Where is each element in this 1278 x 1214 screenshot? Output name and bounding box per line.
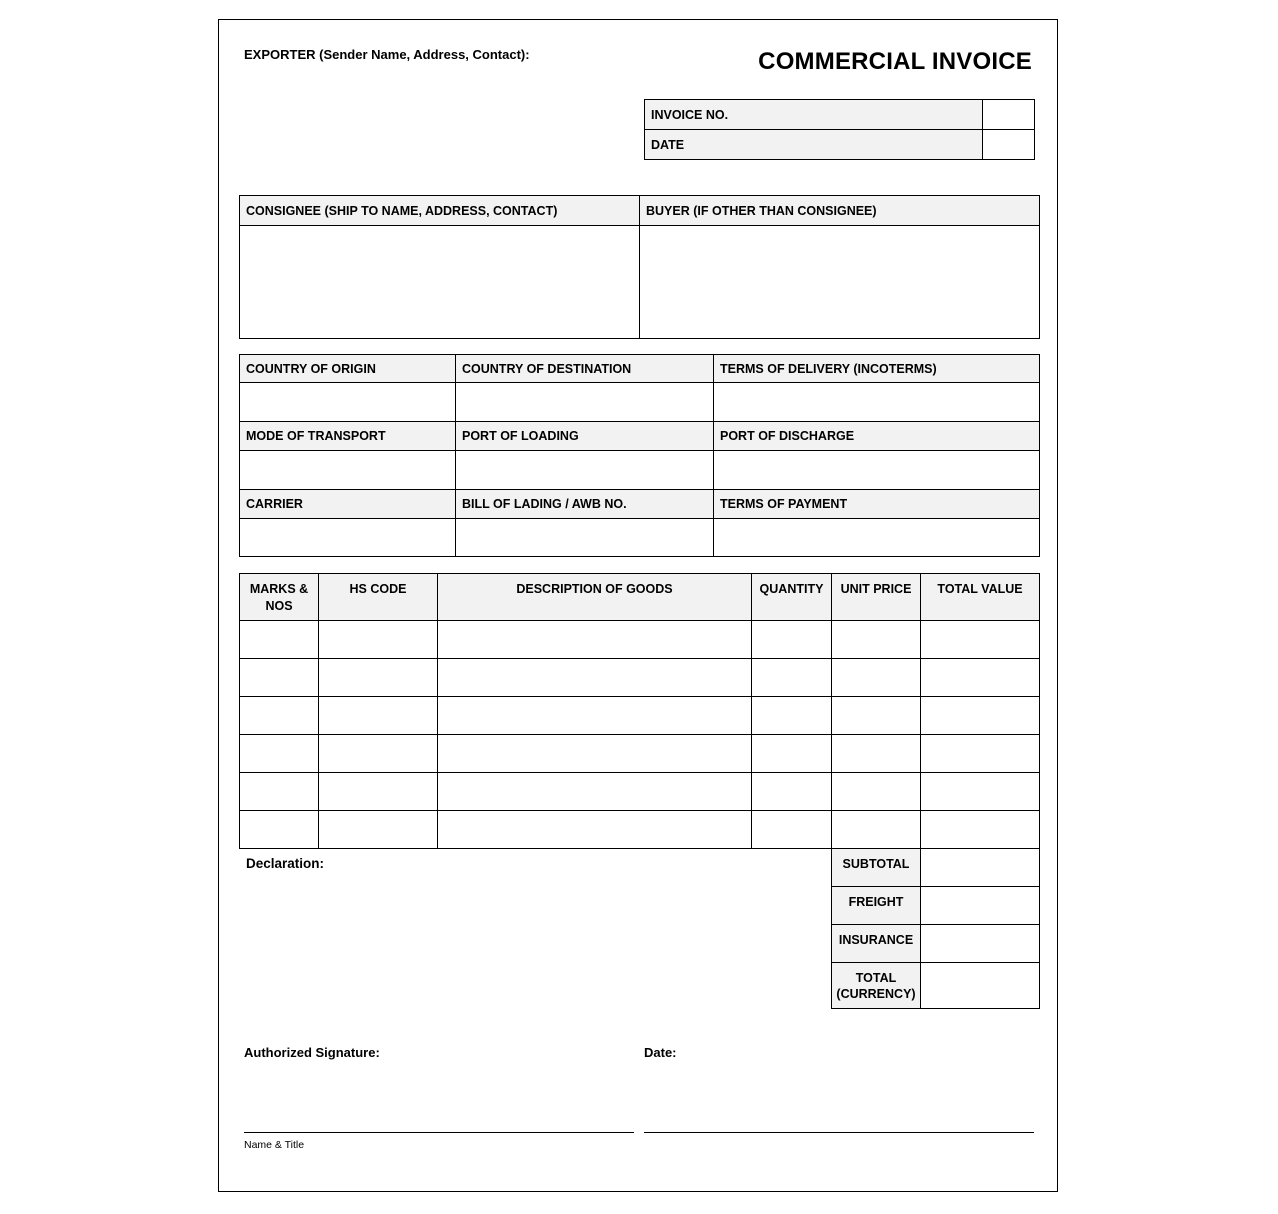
- table-row: [240, 773, 1040, 811]
- table-cell[interactable]: [240, 621, 319, 659]
- table-cell[interactable]: [240, 697, 319, 735]
- invoice-date-field[interactable]: [983, 130, 1035, 160]
- table-cell[interactable]: [319, 659, 438, 697]
- table-cell[interactable]: [832, 811, 921, 849]
- table-cell[interactable]: [921, 697, 1040, 735]
- table-cell[interactable]: [832, 621, 921, 659]
- country-of-origin-field[interactable]: [240, 383, 456, 422]
- port-of-discharge-field[interactable]: [714, 451, 1040, 490]
- signature-line[interactable]: [244, 1132, 634, 1133]
- shipping-info-table: [239, 354, 1040, 557]
- terms-of-payment-label: TERMS OF PAYMENT: [714, 490, 1040, 519]
- subtotal-field[interactable]: [921, 849, 1040, 887]
- signature-date-label: Date:: [644, 1045, 677, 1060]
- terms-of-delivery-label: TERMS OF DELIVERY (INCOTERMS): [714, 355, 1040, 383]
- buyer-label: BUYER (IF OTHER THAN CONSIGNEE): [640, 196, 1040, 226]
- table-cell[interactable]: [921, 621, 1040, 659]
- table-cell[interactable]: [319, 621, 438, 659]
- invoice-no-field[interactable]: [983, 100, 1035, 130]
- authorized-signature-label: Authorized Signature:: [244, 1045, 380, 1060]
- table-cell[interactable]: [438, 735, 752, 773]
- page-title: COMMERCIAL INVOICE: [758, 48, 1032, 75]
- table-cell[interactable]: [752, 735, 832, 773]
- port-of-discharge-label: PORT OF DISCHARGE: [714, 422, 1040, 451]
- table-cell[interactable]: [319, 735, 438, 773]
- consignee-field[interactable]: [240, 226, 640, 339]
- bill-of-lading-label: BILL OF LADING / AWB NO.: [456, 490, 714, 519]
- invoice-date-label: DATE: [645, 130, 983, 160]
- table-cell[interactable]: [752, 811, 832, 849]
- table-cell[interactable]: [752, 697, 832, 735]
- table-cell[interactable]: [319, 697, 438, 735]
- goods-table: [239, 573, 1040, 849]
- column-header: DESCRIPTION OF GOODS: [438, 574, 752, 621]
- table-cell[interactable]: [319, 811, 438, 849]
- table-cell[interactable]: [921, 773, 1040, 811]
- table-row: [240, 735, 1040, 773]
- table-cell[interactable]: [240, 773, 319, 811]
- column-header: QUANTITY: [752, 574, 832, 621]
- insurance-field[interactable]: [921, 925, 1040, 963]
- table-cell[interactable]: [438, 811, 752, 849]
- table-cell[interactable]: [832, 659, 921, 697]
- table-cell[interactable]: [832, 735, 921, 773]
- table-cell[interactable]: [319, 773, 438, 811]
- table-cell[interactable]: [438, 773, 752, 811]
- name-title-label: Name & Title: [244, 1139, 305, 1151]
- terms-of-payment-field[interactable]: [714, 519, 1040, 557]
- subtotal-label: SUBTOTAL: [832, 849, 921, 887]
- buyer-field[interactable]: [640, 226, 1040, 339]
- table-cell[interactable]: [240, 659, 319, 697]
- table-cell[interactable]: [438, 697, 752, 735]
- exporter-label: EXPORTER (Sender Name, Address, Contact):: [244, 47, 530, 62]
- bill-of-lading-field[interactable]: [456, 519, 714, 557]
- mode-of-transport-label: MODE OF TRANSPORT: [240, 422, 456, 451]
- table-cell[interactable]: [752, 621, 832, 659]
- total-label: TOTAL (CURRENCY): [832, 963, 921, 1009]
- table-row: [240, 659, 1040, 697]
- column-header: HS CODE: [319, 574, 438, 621]
- country-of-origin-label: COUNTRY OF ORIGIN: [240, 355, 456, 383]
- column-header: TOTAL VALUE: [921, 574, 1040, 621]
- terms-of-delivery-field[interactable]: [714, 383, 1040, 422]
- carrier-field[interactable]: [240, 519, 456, 557]
- carrier-label: CARRIER: [240, 490, 456, 519]
- invoice-no-label: INVOICE NO.: [645, 100, 983, 130]
- mode-of-transport-field[interactable]: [240, 451, 456, 490]
- declaration-label: Declaration:: [246, 856, 325, 871]
- port-of-loading-label: PORT OF LOADING: [456, 422, 714, 451]
- totals-table: [831, 848, 1040, 1009]
- country-of-destination-label: COUNTRY OF DESTINATION: [456, 355, 714, 383]
- table-cell[interactable]: [832, 773, 921, 811]
- table-cell[interactable]: [921, 811, 1040, 849]
- table-row: [240, 697, 1040, 735]
- table-cell[interactable]: [752, 773, 832, 811]
- table-cell[interactable]: [832, 697, 921, 735]
- freight-label: FREIGHT: [832, 887, 921, 925]
- insurance-label: INSURANCE: [832, 925, 921, 963]
- invoice-number-date-table: [644, 99, 1035, 160]
- table-cell[interactable]: [921, 659, 1040, 697]
- table-row: [240, 621, 1040, 659]
- port-of-loading-field[interactable]: [456, 451, 714, 490]
- table-cell[interactable]: [752, 659, 832, 697]
- consignee-label: CONSIGNEE (SHIP TO NAME, ADDRESS, CONTACT): [240, 196, 640, 226]
- freight-field[interactable]: [921, 887, 1040, 925]
- column-header: MARKS & NOS: [240, 574, 319, 621]
- table-row: [240, 811, 1040, 849]
- total-field[interactable]: [921, 963, 1040, 1009]
- signature-date-line[interactable]: [644, 1132, 1034, 1133]
- parties-table: [239, 195, 1040, 339]
- table-cell[interactable]: [240, 735, 319, 773]
- table-cell[interactable]: [438, 659, 752, 697]
- invoice-page: [218, 19, 1058, 1192]
- column-header: UNIT PRICE: [832, 574, 921, 621]
- table-cell[interactable]: [240, 811, 319, 849]
- country-of-destination-field[interactable]: [456, 383, 714, 422]
- table-cell[interactable]: [438, 621, 752, 659]
- table-cell[interactable]: [921, 735, 1040, 773]
